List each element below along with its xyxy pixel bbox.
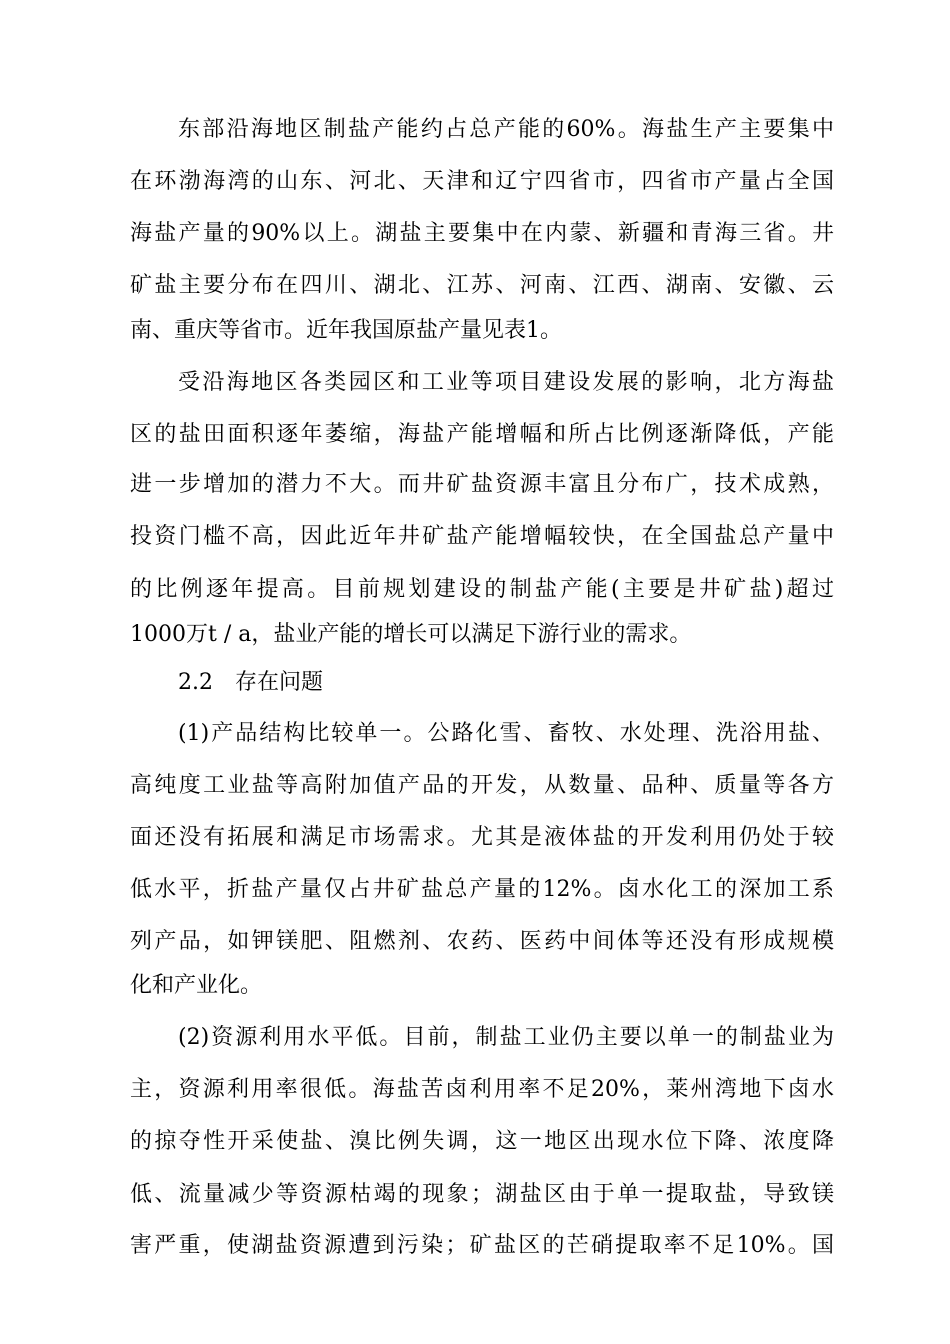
- text-line: 矿盐主要分布在四川、湖北、江苏、河南、江西、湖南、安徽、云: [130, 273, 834, 298]
- text-line: 海盐产量的90%以上。湖盐主要集中在内蒙、新疆和青海三省。井: [130, 221, 834, 246]
- text-line: 的比例逐年提高。目前规划建设的制盐产能(主要是井矿盐)超过: [130, 577, 834, 602]
- section-heading: 2.2 存在问题: [178, 670, 323, 695]
- text-line: 化和产业化。: [130, 973, 263, 998]
- text-line: 列产品，如钾镁肥、阻燃剂、农药、医药中间体等还没有形成规模: [130, 929, 834, 954]
- text-line: 区的盐田面积逐年萎缩，海盐产能增幅和所占比例逐渐降低，产能: [130, 422, 834, 447]
- text-line: 受沿海地区各类园区和工业等项目建设发展的影响，北方海盐: [178, 370, 834, 395]
- text-line: (2)资源利用水平低。目前，制盐工业仍主要以单一的制盐业为: [178, 1025, 834, 1050]
- text-line: (1)产品结构比较单一。公路化雪、畜牧、水处理、洗浴用盐、: [178, 721, 834, 746]
- text-line: 南、重庆等省市。近年我国原盐产量见表1。: [130, 318, 562, 343]
- text-line: 东部沿海地区制盐产能约占总产能的60%。海盐生产主要集中: [178, 117, 834, 142]
- text-line: 1000万t / a，盐业产能的增长可以满足下游行业的需求。: [130, 622, 692, 647]
- text-line: 低水平，折盐产量仅占井矿盐总产量的12%。卤水化工的深加工系: [130, 877, 834, 902]
- text-line: 害严重，使湖盐资源遭到污染；矿盐区的芒硝提取率不足10%。国: [130, 1233, 834, 1258]
- text-line: 主，资源利用率很低。海盐苦卤利用率不足20%，莱州湾地下卤水: [130, 1077, 834, 1102]
- text-line: 进一步增加的潜力不大。而井矿盐资源丰富且分布广，技术成熟，: [130, 472, 834, 497]
- text-line: 的掠夺性开采使盐、溴比例失调，这一地区出现水位下降、浓度降: [130, 1129, 834, 1154]
- text-line: 在环渤海湾的山东、河北、天津和辽宁四省市，四省市产量占全国: [130, 169, 834, 194]
- text-line: 投资门槛不高，因此近年井矿盐产能增幅较快，在全国盐总产量中: [130, 524, 834, 549]
- text-line: 低、流量减少等资源枯竭的现象；湖盐区由于单一提取盐，导致镁: [130, 1182, 834, 1207]
- text-line: 面还没有拓展和满足市场需求。尤其是液体盐的开发利用仍处于较: [130, 825, 834, 850]
- text-line: 高纯度工业盐等高附加值产品的开发，从数量、品种、质量等各方: [130, 773, 834, 798]
